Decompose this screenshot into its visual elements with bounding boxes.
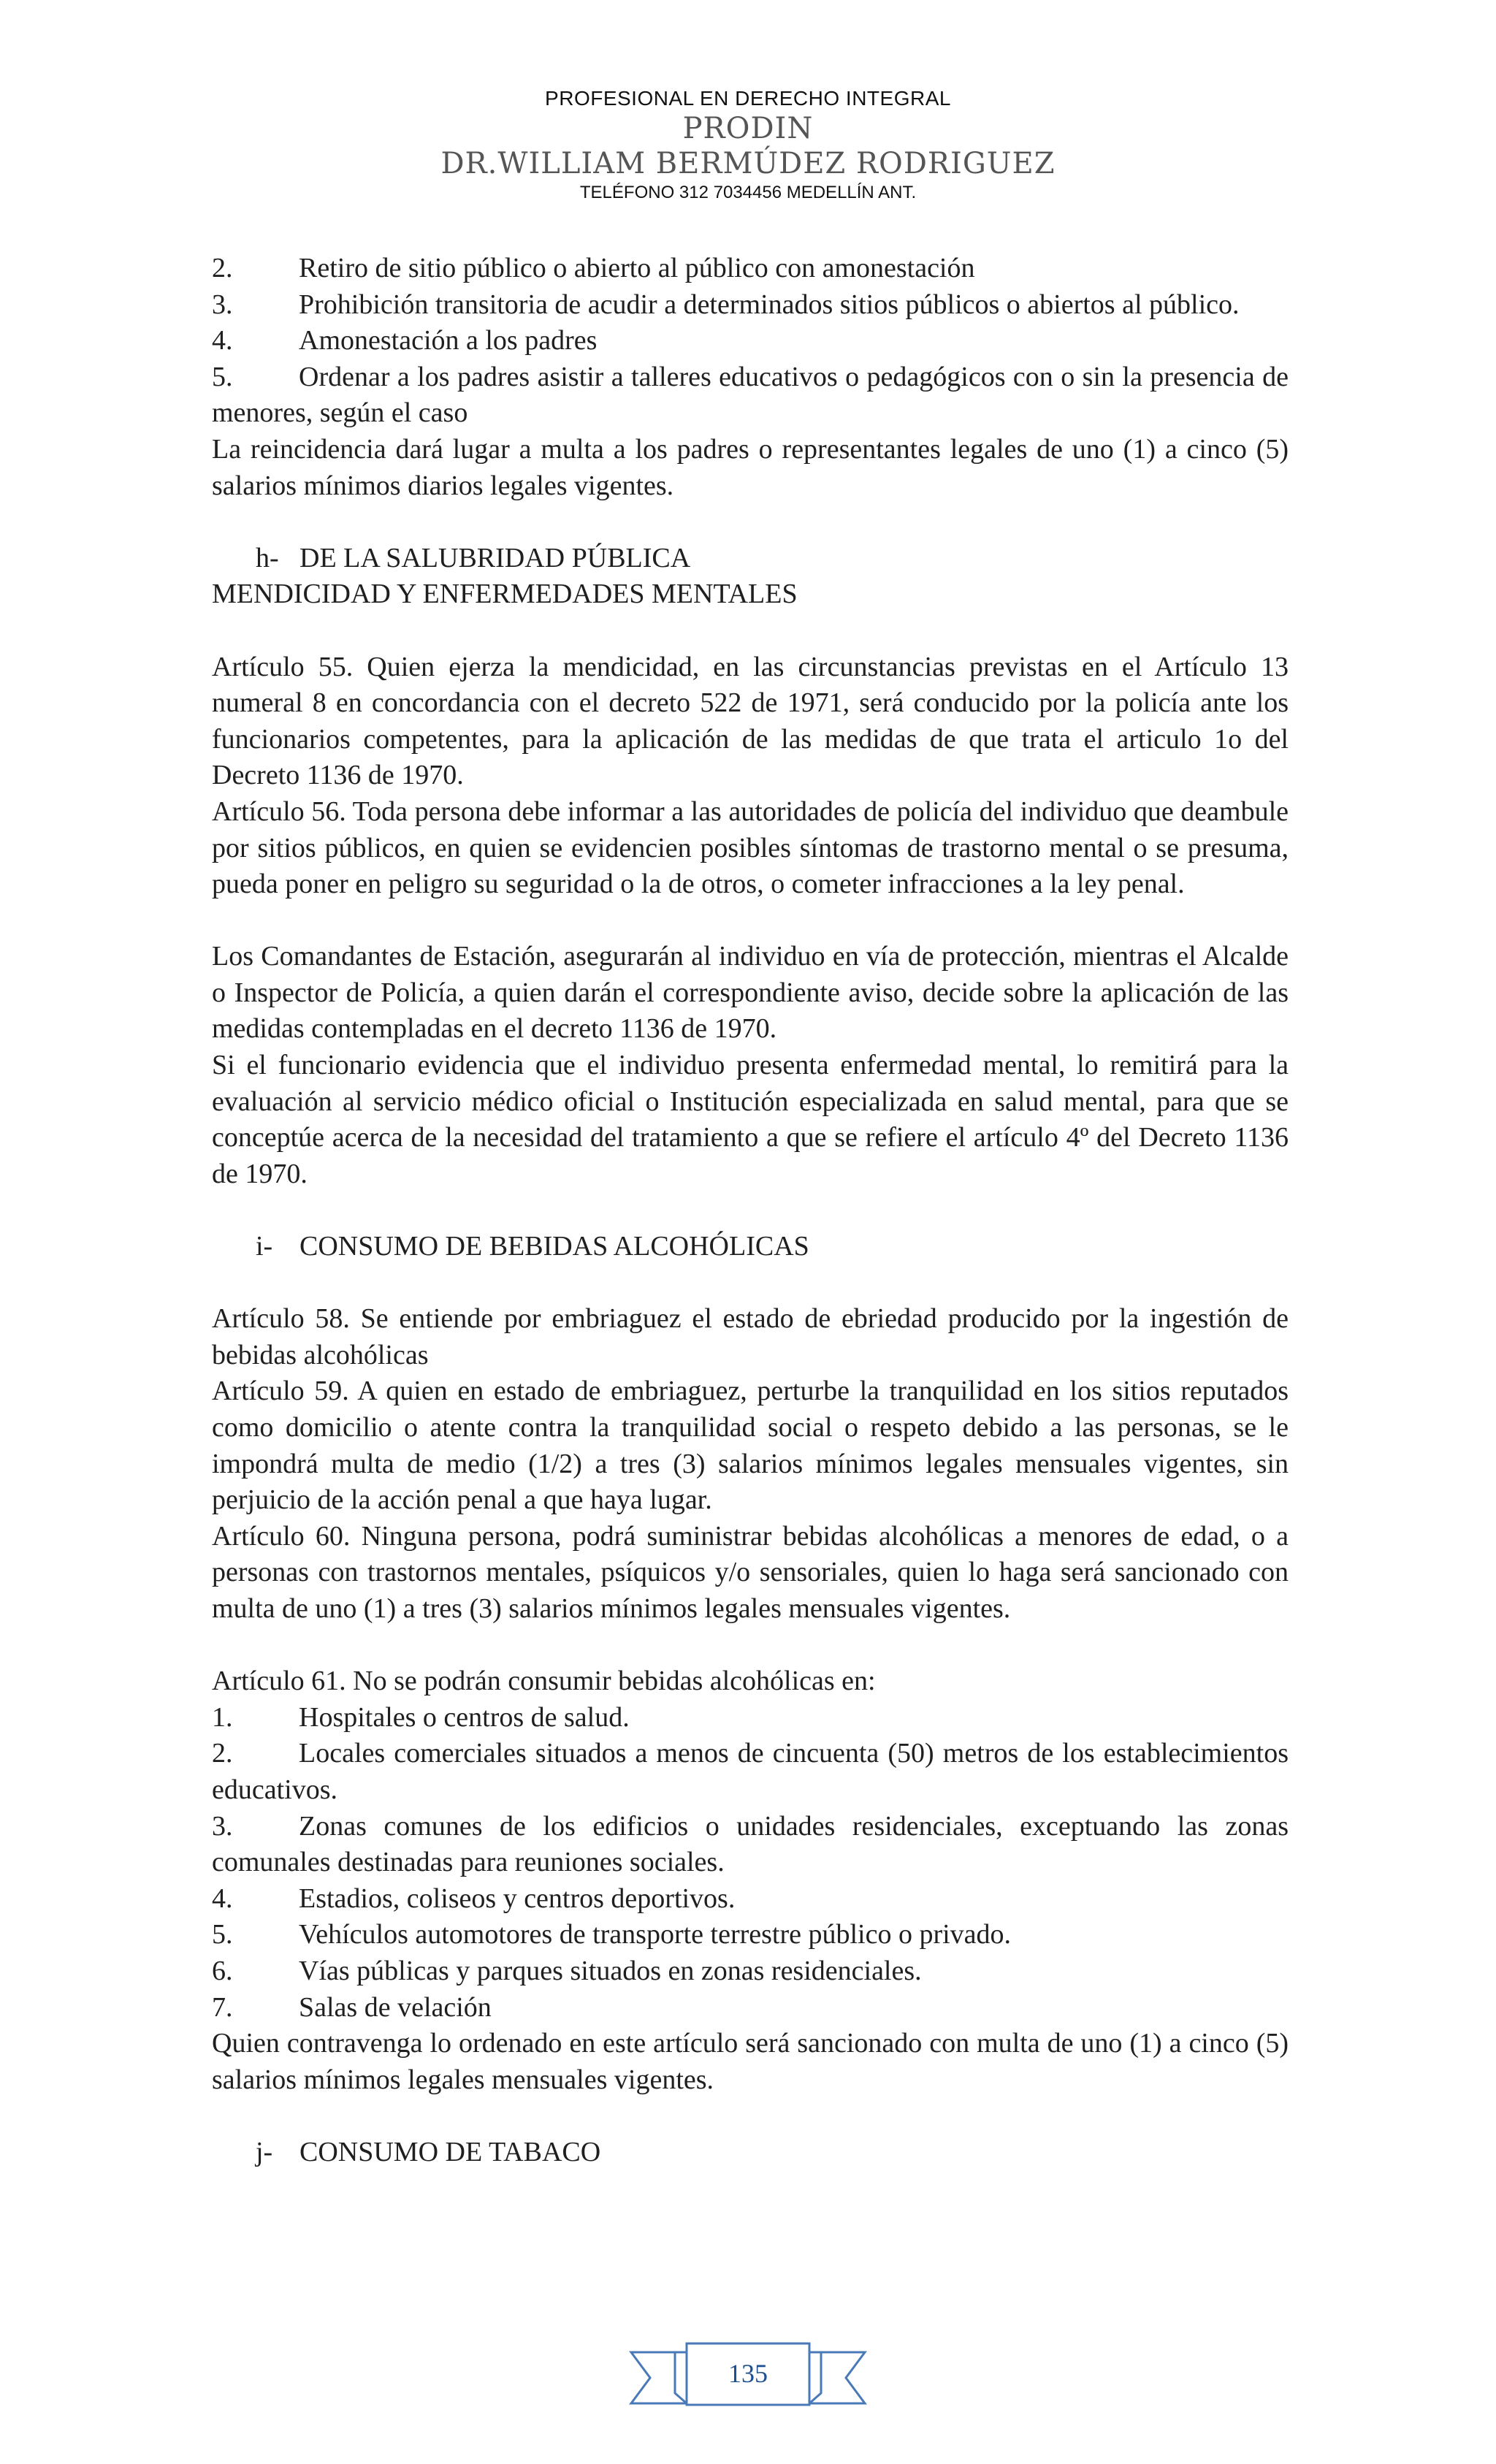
list-number: 6. <box>212 1955 233 1986</box>
list-text: Salas de velación <box>299 1991 492 2023</box>
section-subtitle: MENDICIDAD Y ENFERMEDADES MENTALES <box>212 579 798 610</box>
list-item <box>212 1700 1289 1736</box>
list-text: Prohibición transitoria de acudir a determinados sitios públicos o abiertos al público. <box>299 289 1240 320</box>
list-item <box>212 1990 1289 2026</box>
list-number: 2. <box>212 253 233 283</box>
document-body <box>212 251 1289 2170</box>
list-number: 2. <box>212 1738 233 1769</box>
page-header <box>0 86 1496 205</box>
list-number: 5. <box>212 361 233 392</box>
list-item <box>212 287 1289 324</box>
list-text: Estadios, coliseos y centros deportivos. <box>299 1883 736 1914</box>
list-number: 3. <box>212 1810 233 1842</box>
section-letter: j- <box>256 2136 273 2167</box>
list-text: Ordenar a los padres asistir a talleres educativos o pedagógicos con o sin la presencia de menores, según el caso <box>212 361 1289 429</box>
list-text: Hospitales o centros de salud. <box>299 1701 630 1733</box>
section-heading-j <box>212 2135 1289 2171</box>
section-heading-i <box>212 1229 1289 1265</box>
article-56: Artículo 56. Toda persona debe informar a las autoridades de policía del individuo que deambule por sitios públicos, en quien se evidencien posibles síntomas de trastorno mental o se presuma, pueda poner en peligro su seguridad o la de otros, o cometer infracciones a la ley penal. <box>212 796 1289 900</box>
list-item <box>212 1809 1289 1881</box>
article-58: Artículo 58. Se entiende por embriaguez el estado de ebriedad producido por la ingestión de bebidas alcohólicas <box>212 1303 1289 1370</box>
list-text: Locales comerciales situados a menos de cincuenta (50) metros de los establecimientos educativos. <box>212 1738 1289 1805</box>
list-item <box>212 323 1289 359</box>
list-text: Retiro de sitio público o abierto al público con amonestación <box>299 253 975 283</box>
list-number: 7. <box>212 1991 233 2023</box>
list-text: Zonas comunes de los edificios o unidades residenciales, exceptuando las zonas comunales destinadas para reuniones sociales. <box>212 1810 1289 1878</box>
paragraph-comandantes: Los Comandantes de Estación, asegurarán al individuo en vía de protección, mientras el Alcalde o Inspector de Policía, a quien darán el correspondiente aviso, decide sobre la aplicación de las medidas contempladas en el decreto 1136 de 1970. <box>212 941 1289 1045</box>
list-number: 5. <box>212 1919 233 1950</box>
section-heading-h <box>212 541 1289 577</box>
article-59: Artículo 59. A quien en estado de embriaguez, perturbe la tranquilidad en los sitios reputados como domicilio o atente contra la tranquilidad social o respeto debido a las personas, se le impondrá multa de medio (1/2) a tres (3) salarios mínimos legales mensuales vigentes, sin perjuicio de la acción penal a que haya lugar. <box>212 1376 1289 1516</box>
header-line-2: PRODIN <box>682 112 814 145</box>
header-line-3: DR.WILLIAM BERMÚDEZ RODRIGUEZ <box>440 147 1056 180</box>
section-letter: h- <box>256 542 279 573</box>
page-number: 135 <box>728 2359 768 2388</box>
article-55: Artículo 55. Quien ejerza la mendicidad, en las circunstancias previstas en el Artículo 13 numeral 8 en concordancia con el decreto 522 de 1971, será conducido por la policía ante los funcionarios competentes, para la aplicación de las medidas de que trata el articulo 1o del Decreto 1136 de 1970. <box>212 651 1289 791</box>
article-61-sancion: Quien contravenga lo ordenado en este artículo será sancionado con multa de uno (1) a cinco (5) salarios mínimos legales mensuales vigentes. <box>212 2028 1289 2095</box>
section-title: CONSUMO DE TABACO <box>299 2136 601 2167</box>
list-number: 4. <box>212 1883 233 1914</box>
article-61-intro: Artículo 61. No se podrán consumir bebidas alcohólicas en: <box>212 1666 876 1697</box>
list-item <box>212 251 1289 287</box>
list-number: 1. <box>212 1701 233 1733</box>
list-text: Amonestación a los padres <box>299 325 598 356</box>
header-line-1: PROFESIONAL EN DERECHO INTEGRAL <box>545 87 951 110</box>
paragraph-funcionario: Si el funcionario evidencia que el individuo presenta enfermedad mental, lo remitirá para la evaluación al servicio médico oficial o Institución especializada en salud mental, para que se conceptúe acerca de la necesidad del tratamiento a que se refiere el artículo 4º del Decreto 1136 de 1970. <box>212 1050 1289 1189</box>
section-title: DE LA SALUBRIDAD PÚBLICA <box>299 542 691 573</box>
article-60: Artículo 60. Ninguna persona, podrá suministrar bebidas alcohólicas a menores de edad, o a personas con trastornos mentales, psíquicos y/o sensoriales, quien lo haga será sancionado con multa de uno (1) a tres (3) salarios mínimos legales mensuales vigentes. <box>212 1520 1289 1624</box>
section-title: CONSUMO DE BEBIDAS ALCOHÓLICAS <box>299 1231 809 1262</box>
section-letter: i- <box>256 1231 273 1262</box>
list-item <box>212 1881 1289 1918</box>
list-item <box>212 1917 1289 1953</box>
list-number: 3. <box>212 289 233 320</box>
list-text: Vehículos automotores de transporte terrestre público o privado. <box>299 1919 1012 1950</box>
list-item <box>212 1736 1289 1808</box>
list-number: 4. <box>212 325 233 356</box>
list-text: Vías públicas y parques situados en zonas residenciales. <box>299 1955 922 1986</box>
list-item <box>212 1953 1289 1990</box>
header-line-4: TELÉFONO 312 7034456 MEDELLÍN ANT. <box>579 183 917 202</box>
list-item <box>212 359 1289 432</box>
paragraph-reincidencia: La reincidencia dará lugar a multa a los padres o representantes legales de uno (1) a cinco (5) salarios mínimos diarios legales vigentes. <box>212 433 1289 501</box>
